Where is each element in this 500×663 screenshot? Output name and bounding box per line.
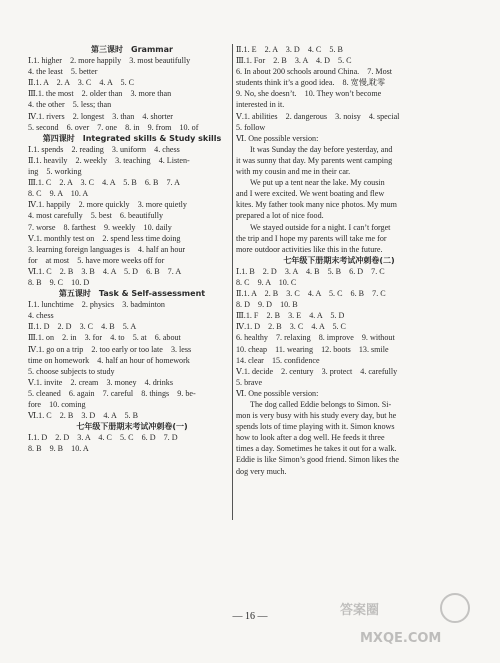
right-answer-line: Ⅰ.1. B 2. D 3. A 4. B 5. B 6. D 7. C [236, 266, 385, 276]
left-answer-line: Ⅵ.1. C 2. B 3. D 4. A 5. B [28, 411, 139, 421]
watermark-top-text: 答案圈 [340, 603, 380, 618]
left-answer-line: 4. the other 5. less; than [28, 100, 112, 110]
left-answer-line: Ⅰ.1. spends 2. reading 3. uniform 4. chess [28, 144, 180, 154]
right-answer-line: Ⅲ.1. For 2. B 3. A 4. D 5. C [236, 56, 352, 66]
right-answer-line: 6. healthy 7. relaxing 8. improve 9. without [236, 333, 395, 343]
right-paragraph-line: It was Sunday the day before yesterday, and [250, 144, 393, 154]
right-answer-line: 8. D 9. D 10. B [236, 300, 298, 310]
right-answer-line: 14. clear 15. confidence [236, 355, 320, 365]
left-answer-line: Ⅲ.1. the most 2. older than 3. more than [28, 89, 172, 99]
left-answer-line: Ⅲ.1. on 2. in 3. for 4. to 5. at 6. about [28, 333, 181, 343]
right-answer-line: interested in it. [236, 100, 285, 110]
right-answer-line: how to look after a dog well. He feeds it three [236, 433, 385, 443]
left-answer-line: Ⅴ.1. monthly test on 2. spend less time doing [28, 233, 181, 243]
left-answer-line: Ⅵ.1. C 2. B 3. B 4. A 5. D 6. B 7. A [28, 266, 182, 276]
left-answer-line: Ⅱ.1. A 2. A 3. C 4. A 5. C [28, 78, 135, 88]
left-answer-line: Ⅱ.1. heavily 2. weekly 3. teaching 4. Listen- [28, 155, 190, 165]
right-answer-line: kites. My father took many nice photos. My mum [236, 200, 397, 210]
right-column [236, 44, 442, 477]
right-answer-line: students think it’s a good idea. 8. 宽慢,耽零 [236, 78, 386, 88]
left-section-title: 第四课时 Integrated skills & Study skills [42, 133, 222, 143]
watermark-circle-icon [441, 594, 469, 622]
right-answer-line: Ⅴ.1. abilities 2. dangerous 3. noisy 4. special [236, 111, 400, 121]
right-answer-line: 5. brave [236, 377, 263, 387]
watermark-bottom-text: MXQE.COM [360, 631, 442, 646]
right-answer-line: Eddie is like Simon’s good friend. Simon likes the [236, 455, 399, 465]
right-answer-line: the trip and I hope my parents will take me for [236, 233, 387, 243]
left-section-title: 第五课时 Task & Self-assessment [58, 289, 206, 299]
right-answer-line: Ⅱ.1. E 2. A 3. D 4. C 5. B [236, 45, 343, 54]
right-answer-line: 9. No, she doesn’t. 10. They won’t become [236, 89, 382, 99]
left-answer-line: 4. most carefully 5. best 6. beautifully [28, 211, 164, 221]
left-answer-line: 5. second 6. over 7. one 8. in 9. from 10. of [28, 122, 199, 132]
left-answer-line: Ⅳ.1. go on a trip 2. too early or too late 3. less [28, 344, 192, 354]
right-answer-line: it was sunny that day. My parents went camping [236, 155, 393, 165]
left-answer-line: 3. learning foreign languages is 4. half an hour [28, 244, 186, 254]
left-answer-line: 8. C 9. A 10. A [28, 189, 89, 199]
right-paragraph-line: The dog called Eddie belongs to Simon. Si- [250, 400, 392, 409]
left-answer-line: 4. chess [28, 311, 54, 321]
left-answer-line: Ⅳ.1. happily 2. more quickly 3. more quietly [28, 200, 187, 210]
column-divider [232, 44, 233, 520]
left-answer-line: fore 10. coming [28, 400, 86, 409]
right-answer-line: more outdoor activities like this in the future. [236, 244, 383, 254]
left-answer-line: Ⅰ.1. D 2. D 3. A 4. C 5. C 6. D 7. D [28, 433, 178, 443]
right-section-title: 七年级下册期末考试冲刺卷(二) [283, 255, 395, 265]
left-answer-line: 5. choose subjects to study [28, 366, 115, 376]
right-answer-line: 6. In about 200 schools around China. 7. Most [236, 67, 393, 77]
right-paragraph-line: We put up a tent near the lake. My cousin [250, 178, 385, 188]
right-answer-line: mon is very busy with his study every day, but he [236, 411, 397, 421]
left-answer-line: Ⅳ.1. rivers 2. longest 3. than 4. shorter [28, 111, 173, 121]
left-section-title: 第三课时 Grammar [91, 45, 173, 54]
right-answer-line: prepared a lot of nice food. [236, 211, 324, 221]
right-answer-line: 5. follow [236, 122, 266, 132]
right-answer-line: 10. cheap 11. wearing 12. boots 13. smile [236, 344, 389, 354]
right-answer-line: 8. C 9. A 10. C [236, 277, 297, 287]
right-answer-line: with my cousin and me in their car. [236, 167, 351, 177]
left-answer-line: 5. cleaned 6. again 7. careful 8. things 9. be- [28, 388, 196, 398]
left-answer-line: Ⅰ.1. higher 2. more happily 3. most beautifully [28, 56, 191, 66]
right-answer-line: Ⅳ.1. D 2. B 3. C 4. A 5. C [236, 322, 346, 332]
right-answer-line: Ⅴ.1. decide 2. century 3. protect 4. carefully [236, 366, 398, 376]
left-column [28, 44, 236, 454]
left-answer-line: Ⅲ.1. C 2. A 3. C 4. A 5. B 6. B 7. A [28, 178, 180, 188]
watermark-logo [330, 590, 480, 650]
left-answer-line: 8. B 9. C 10. D [28, 277, 90, 287]
right-answer-line: Ⅵ. One possible version: [236, 133, 319, 143]
right-answer-line: spends lots of time playing with it. Simon knows [236, 422, 395, 432]
right-answer-line: times a day. Sometimes he takes it out for a walk. [236, 444, 397, 454]
left-answer-line: for at most 5. have more weeks off for [28, 255, 165, 265]
right-answer-line: Ⅵ. One possible version: [236, 388, 319, 398]
left-answer-line: Ⅰ.1. lunchtime 2. physics 3. badminton [28, 300, 165, 310]
left-answer-line: 8. B 9. B 10. A [28, 444, 89, 454]
left-answer-line: Ⅱ.1. D 2. D 3. C 4. B 5. A [28, 322, 137, 332]
left-answer-line: 4. the least 5. better [28, 67, 98, 77]
right-answer-line: dog very much. [236, 466, 287, 476]
right-answer-line: Ⅱ.1. A 2. B 3. C 4. A 5. C 6. B 7. C [236, 289, 386, 299]
right-paragraph-line: We stayed outside for a night. I can’t forget [250, 222, 391, 232]
left-answer-line: ing 5. working [28, 167, 82, 177]
right-answer-line: Ⅲ.1. F 2. B 3. E 4. A 5. D [236, 311, 345, 321]
right-answer-line: and I were excited. We went boating and flew [236, 189, 385, 199]
left-answer-line: 7. worse 8. farthest 9. weekly 10. daily [28, 222, 172, 232]
page-number: — 16 — [232, 611, 268, 622]
left-section-title: 七年级下册期末考试冲刺卷(一) [76, 422, 188, 432]
left-answer-line: Ⅴ.1. invite 2. cream 3. money 4. drinks [28, 377, 173, 387]
left-answer-line: time on homework 4. half an hour of homework [28, 355, 190, 365]
